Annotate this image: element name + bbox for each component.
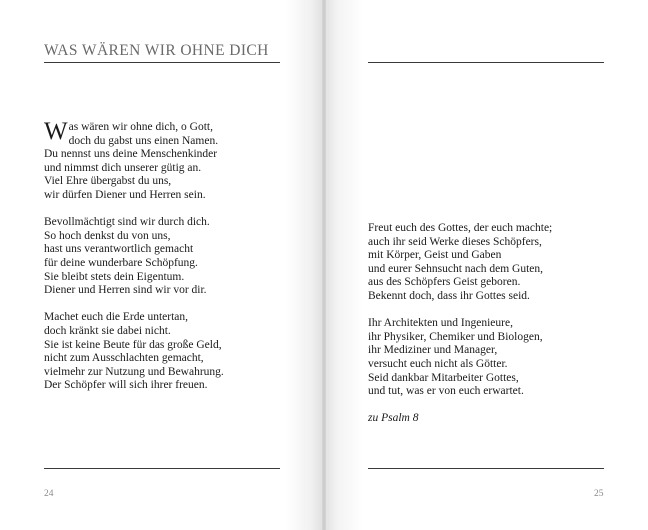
top-rule-right bbox=[368, 62, 604, 63]
bottom-rule-left bbox=[44, 468, 280, 469]
page-title: WAS WÄREN WIR OHNE DICH bbox=[44, 42, 269, 59]
page-number-left: 24 bbox=[44, 489, 54, 499]
poem-line: auch ihr seid Werke dieses Schöpfers, bbox=[368, 235, 542, 248]
stanza-5 bbox=[368, 317, 608, 399]
poem-line: as wären wir ohne dich, o Gott, bbox=[68, 121, 213, 133]
poem-line: Der Schöpfer will sich ihrer freuen. bbox=[44, 379, 208, 392]
poem-line: wir dürfen Diener und Herren sein. bbox=[44, 188, 206, 201]
page-number-right: 25 bbox=[594, 489, 604, 499]
poem-line: ihr Physiker, Chemiker und Biologen, bbox=[368, 330, 543, 343]
poem-line: versucht euch nicht als Götter. bbox=[368, 357, 508, 370]
psalm-reference: zu Psalm 8 bbox=[368, 412, 419, 425]
poem-line: Sie ist keine Beute für das große Geld, bbox=[44, 338, 222, 351]
poem-line: Ihr Architekten und Ingenieure, bbox=[368, 317, 513, 330]
poem-line: Viel Ehre übergabst du uns, bbox=[44, 175, 172, 188]
poem-line: Diener und Herren sind wir vor dir. bbox=[44, 284, 207, 297]
poem-line: und nimmst dich unserer gütig an. bbox=[44, 161, 202, 174]
poem-line: für deine wunderbare Schöpfung. bbox=[44, 256, 198, 269]
stanza-4 bbox=[368, 222, 608, 304]
poem-line: Machet euch die Erde untertan, bbox=[44, 311, 189, 324]
top-rule-left bbox=[44, 62, 280, 63]
poem-line: Bevollmächtigt sind wir durch dich. bbox=[44, 216, 210, 229]
stanza-3 bbox=[44, 311, 284, 393]
poem-line: nicht zum Ausschlachten gemacht, bbox=[44, 352, 204, 365]
bottom-rule-right bbox=[368, 468, 604, 469]
book-gutter bbox=[322, 0, 326, 530]
poem-line: hast uns verantwortlich gemacht bbox=[44, 243, 194, 256]
poem-line: und eurer Sehnsucht nach dem Guten, bbox=[368, 262, 544, 275]
poem-right bbox=[368, 222, 608, 426]
poem-line: doch du gabst uns einen Namen. bbox=[68, 134, 219, 147]
stanza-1 bbox=[44, 118, 284, 203]
poem-line: Sie bleibt stets dein Eigentum. bbox=[44, 270, 185, 283]
poem-left bbox=[44, 118, 284, 406]
poem-line: aus des Schöpfers Geist geboren. bbox=[368, 276, 521, 289]
stanza-2 bbox=[44, 216, 284, 298]
poem-line: Du nennst uns deine Menschenkinder bbox=[44, 148, 218, 161]
drop-cap: W bbox=[44, 118, 68, 145]
poem-line: vielmehr zur Nutzung und Bewahrung. bbox=[44, 365, 224, 378]
poem-line: So hoch denkst du von uns, bbox=[44, 229, 171, 242]
poem-line: mit Körper, Geist und Gaben bbox=[368, 249, 502, 262]
poem-line: Bekennt doch, dass ihr Gottes seid. bbox=[368, 289, 530, 302]
poem-line: und tut, was er von euch erwartet. bbox=[368, 385, 524, 398]
poem-line: Freut euch des Gottes, der euch machte; bbox=[368, 222, 553, 234]
poem-line: Seid dankbar Mitarbeiter Gottes, bbox=[368, 371, 519, 384]
poem-line: ihr Mediziner und Manager, bbox=[368, 344, 498, 357]
poem-line: doch kränkt sie dabei nicht. bbox=[44, 324, 171, 337]
